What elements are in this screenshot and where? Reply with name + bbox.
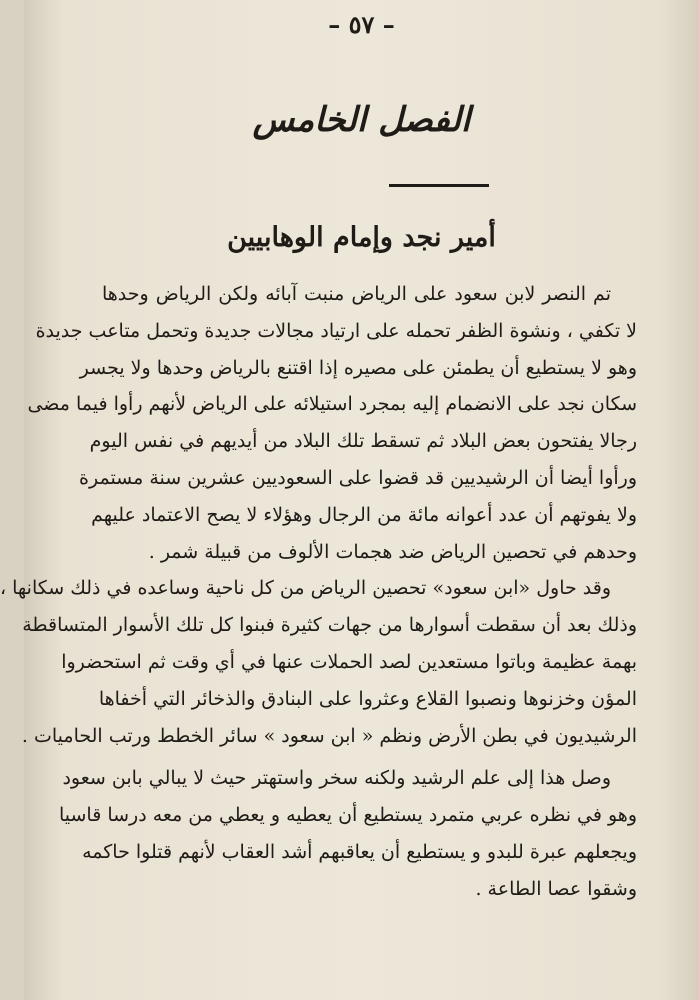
paragraph-3 <box>58 760 637 907</box>
text-line: وصل هذا إلى علم الرشيد ولكنه سخر واستهتر حيث لا يبالي بابن سعود <box>62 767 611 790</box>
text-line: بهمة عظيمة وباتوا مستعدين لصد الحملات عنها في أي وقت ثم استحضروا <box>61 650 637 673</box>
text-line: الرشيديون في بطن الأرض ونظم « ابن سعود » سائر الخطط ورتب الحاميات . <box>21 724 637 747</box>
text-line: وذلك بعد أن سقطت أسوارها من جهات كثيرة فبنوا كل تلك الأسوار المتساقطة <box>22 614 637 637</box>
text-line: المؤن وخزنوها ونصبوا القلاع وعثروا على البنادق والذخائر التي أخفاها <box>98 687 637 710</box>
section-subtitle: أمير نجد وإمام الوهابيين <box>227 222 496 253</box>
text-line: ولا يفوتهم أن عدد أعوانه مائة من الرجال وهؤلاء لا يصح الاعتماد عليهم <box>91 503 637 526</box>
text-line: لا تكفي ، ونشوة الظفر تحمله على ارتياد مجالات جديدة وتحمل متاعب جديدة <box>35 319 637 342</box>
text-line: وحدهم في تحصين الرياض ضد هجمات الألوف من قبيلة شمر . <box>148 540 637 563</box>
text-line: ويجعلهم عبرة للبدو و يستطيع أن يعاقبهم أشد العقاب لأنهم قتلوا حاكمه <box>82 840 637 863</box>
paragraph-1 <box>27 276 637 570</box>
text-line: وهو لا يستطيع أن يطمئن على مصيره إذا اقتنع بالرياض وحدها ولا يجسر <box>79 356 637 379</box>
body-text <box>0 276 637 908</box>
text-line: وشقوا عصا الطاعة . <box>475 877 637 900</box>
text-line: وقد حاول «ابن سعود» تحصين الرياض من كل ناحية وساعده في ذلك سكانها ، <box>0 577 611 600</box>
title-divider <box>389 184 489 187</box>
text-line: تم النصر لابن سعود على الرياض منبت آبائه ولكن الرياض وحدها <box>102 283 611 305</box>
text-line: رجالا يفتحون بعض البلاد ثم تسقط تلك البلاد من أيديهم في نفس اليوم <box>89 430 637 453</box>
text-line: سكان نجد على الانضمام إليه بمجرد استيلائه على الرياض لأنهم رأوا فيما مضى <box>27 393 637 416</box>
paragraph-2 <box>0 570 637 754</box>
text-line: ورأوا أيضا أن الرشيديين قد قضوا على السعوديين عشرين سنة مستمرة <box>79 466 637 489</box>
chapter-title: الفصل الخامس <box>252 100 471 140</box>
page-number: – ٥٧ – <box>328 10 395 39</box>
text-line: وهو في نظره عربي متمرد يستطيع أن يعطيه و يعطي من معه درسا قاسيا <box>58 804 637 827</box>
